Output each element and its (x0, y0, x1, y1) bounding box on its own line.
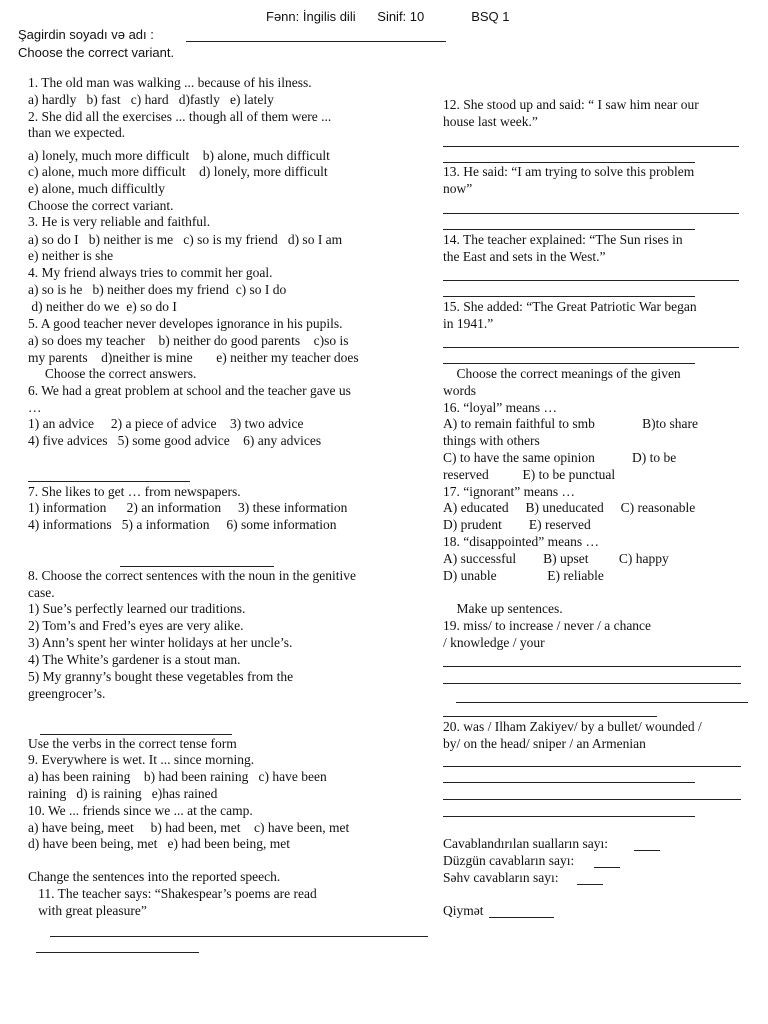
q8-text-cont: case. (28, 585, 55, 600)
q14-text-cont: the East and sets in the West.” (443, 249, 606, 264)
q1-options: a) hardly b) fast c) hard d)fastly e) lately (28, 92, 274, 107)
answered-count-label: Cavablandırılan sualların sayı: (443, 836, 608, 851)
q6-text: 6. We had a great problem at school and the teacher gave us (28, 383, 351, 398)
q7-options-1: 1) information 2) an information 3) these information (28, 500, 348, 515)
q13-answer-line-2[interactable] (443, 229, 695, 230)
q19-text: 19. miss/ to increase / never / a chance (443, 618, 652, 633)
q5-options-cont: my parents d)neither is mine e) neither my teacher does (28, 350, 359, 365)
q20-answer-line-2[interactable] (443, 782, 695, 783)
q4-text: 4. My friend always tries to commit her goal. (28, 265, 273, 280)
q2-options-e: e) alone, much difficultly (28, 181, 165, 196)
student-name-line[interactable] (186, 41, 446, 42)
q2-options-ab: a) lonely, much more difficult b) alone, much difficult (28, 148, 330, 163)
q14-text: 14. The teacher explained: “The Sun rises in (443, 232, 683, 247)
q5-text: 5. A good teacher never developes ignorance in his pupils. (28, 316, 343, 331)
header-subject-line: Fənn: İngilis dili Sinif: 10 BSQ 1 (266, 9, 510, 24)
q16-options-ab: A) to remain faithful to smb B)to share (443, 416, 698, 431)
q6-options-1: 1) an advice 2) a piece of advice 3) two advice (28, 416, 304, 431)
q16-text: 16. “loyal” means … (443, 400, 557, 415)
q2-options-cd: c) alone, much more difficult d) lonely, more difficult (28, 164, 328, 179)
q19-text-cont: / knowledge / your (443, 635, 545, 650)
q19-answer-line-2[interactable] (443, 683, 741, 684)
q18-options-1: A) successful B) upset C) happy (443, 551, 669, 566)
grade-label: Qiymət (443, 903, 484, 918)
q8-option-4: 4) The White’s gardener is a stout man. (28, 652, 241, 667)
q20-answer-line-4[interactable] (443, 816, 695, 817)
q15-answer-line-1[interactable] (443, 347, 739, 348)
q5-options: a) so does my teacher b) neither do good parents c)so is (28, 333, 349, 348)
q10-text: 10. We ... friends since we ... at the camp. (28, 803, 253, 818)
q18-text: 18. “disappointed” means … (443, 534, 599, 549)
q4-options: a) so is he b) neither does my friend c) so I do (28, 282, 287, 297)
q11-answer-line-2[interactable] (36, 952, 199, 953)
instruction-header: Choose the correct variant. (18, 45, 175, 60)
q6-ellipsis: … (28, 400, 42, 415)
q19-answer-line-3[interactable] (456, 702, 748, 703)
q8-option-3: 3) Ann’s spent her winter holidays at her uncle’s. (28, 635, 293, 650)
q12-text-cont: house last week.” (443, 114, 538, 129)
q17-options-1: A) educated B) uneducated C) reasonable (443, 500, 696, 515)
q10-options-1: a) have being, meet b) had been, met c) have been, met (28, 820, 350, 835)
q9-text: 9. Everywhere is wet. It ... since morning. (28, 752, 255, 767)
q11-text-cont: with great pleasure” (28, 903, 147, 918)
q20-answer-line-3[interactable] (443, 799, 741, 800)
q19-answer-line-4[interactable] (443, 716, 657, 717)
q20-text-cont: by/ on the head/ sniper / an Armenian (443, 736, 646, 751)
q3-text: 3. He is very reliable and faithful. (28, 214, 211, 229)
q2-text: 2. She did all the exercises ... though all of them were ... (28, 109, 332, 124)
section-instruction-meanings-cont: words (443, 383, 476, 398)
q11-answer-line-1[interactable] (50, 936, 428, 937)
q1-text: 1. The old man was walking ... because of his ilness. (28, 75, 312, 90)
q8-option-5: 5) My granny’s bought these vegetables from the (28, 669, 294, 684)
section-instruction: Choose the correct variant. (28, 198, 174, 213)
grade-field[interactable] (489, 917, 554, 918)
q14-answer-line-1[interactable] (443, 280, 739, 281)
q6-options-2: 4) five advices 5) some good advice 6) any advices (28, 433, 322, 448)
q17-options-2: D) prudent E) reserved (443, 517, 591, 532)
q20-text: 20. was / Ilham Zakiyev/ by a bullet/ wounded / (443, 719, 702, 734)
q8-option-1: 1) Sue’s perfectly learned our traditions. (28, 601, 246, 616)
student-name-label: Şagirdin soyadı və adı : (18, 27, 154, 42)
correct-count-field[interactable] (594, 867, 620, 868)
wrong-count-label: Səhv cavabların sayı: (443, 870, 559, 885)
q13-text-cont: now” (443, 181, 473, 196)
q12-answer-line-1[interactable] (443, 146, 739, 147)
q16-options-de: reserved E) to be punctual (443, 467, 616, 482)
q11-text: 11. The teacher says: “Shakespear’s poems are read (28, 886, 317, 901)
section-instruction-reported: Change the sentences into the reported speech. (28, 869, 281, 884)
section-instruction-answers: Choose the correct answers. (28, 366, 197, 381)
q6-answer-line[interactable] (28, 481, 190, 482)
q17-text: 17. “ignorant” means … (443, 484, 575, 499)
q8-option-2: 2) Tom’s and Fred’s eyes are very alike. (28, 618, 244, 633)
q15-text: 15. She added: “The Great Patriotic War began (443, 299, 697, 314)
q7-answer-line[interactable] (120, 566, 274, 567)
q8-answer-line[interactable] (40, 734, 232, 735)
q18-options-2: D) unable E) reliable (443, 568, 604, 583)
correct-count-label: Düzgün cavabların sayı: (443, 853, 575, 868)
answered-count-field[interactable] (634, 850, 660, 851)
q19-answer-line-1[interactable] (443, 666, 741, 667)
q14-answer-line-2[interactable] (443, 296, 695, 297)
q15-answer-line-2[interactable] (443, 363, 695, 364)
q12-text: 12. She stood up and said: “ I saw him near our (443, 97, 699, 112)
section-instruction-tenses: Use the verbs in the correct tense form (28, 736, 237, 751)
wrong-count-field[interactable] (577, 884, 603, 885)
q3-options: a) so do I b) neither is me c) so is my friend d) so I am (28, 232, 343, 247)
q8-option-5-cont: greengrocer’s. (28, 686, 106, 701)
q9-options: a) has been raining b) had been raining c) have been (28, 769, 327, 784)
q16-options-b-cont: things with others (443, 433, 540, 448)
q2-text-cont: than we expected. (28, 125, 126, 140)
q20-answer-line-1[interactable] (443, 766, 741, 767)
q4-options-de: d) neither do we e) so do I (28, 299, 177, 314)
q10-options-2: d) have been being, met e) had been being, met (28, 836, 291, 851)
q9-options-cont: raining d) is raining e)has rained (28, 786, 218, 801)
q3-options-e: e) neither is she (28, 248, 114, 263)
section-instruction-sentences: Make up sentences. (443, 601, 563, 616)
q8-text: 8. Choose the correct sentences with the noun in the genitive (28, 568, 357, 583)
q15-text-cont: in 1941.” (443, 316, 494, 331)
q13-answer-line-1[interactable] (443, 213, 739, 214)
q7-text: 7. She likes to get … from newspapers. (28, 484, 241, 499)
q13-text: 13. He said: “I am trying to solve this problem (443, 164, 695, 179)
q7-options-2: 4) informations 5) a information 6) some information (28, 517, 337, 532)
q16-options-cd: C) to have the same opinion D) to be (443, 450, 677, 465)
section-instruction-meanings: Choose the correct meanings of the given (443, 366, 681, 381)
q12-answer-line-2[interactable] (443, 162, 695, 163)
